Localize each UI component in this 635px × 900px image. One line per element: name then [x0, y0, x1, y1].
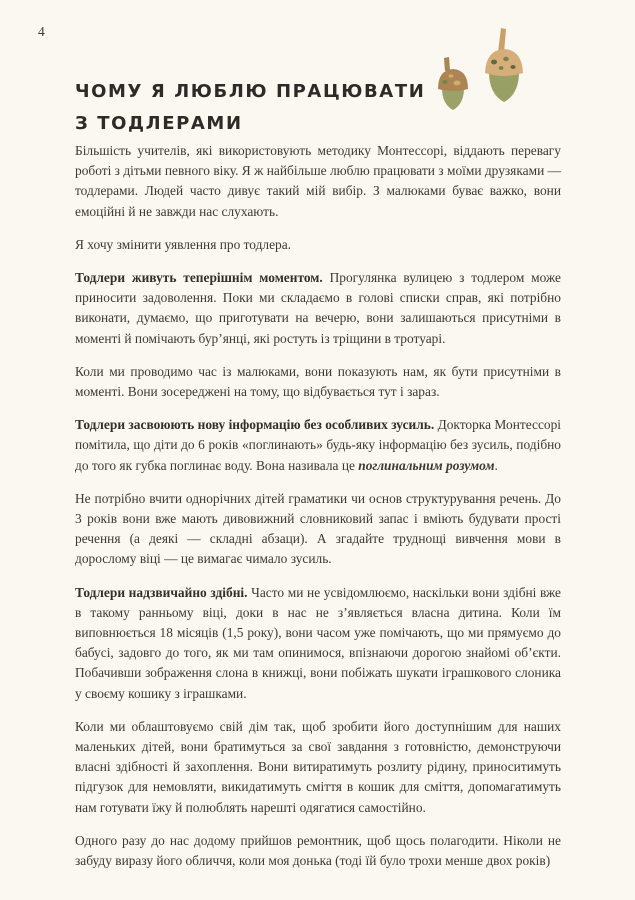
chapter-title-line2: З ТОДЛЕРАМИ	[75, 113, 243, 135]
paragraph-lead: Тодлери надзвичайно здібні.	[75, 584, 248, 600]
paragraph-text: Прогулянка вулицею з тодлером може приносити задоволення. Поки ми складаємо в голові списки справ, які потрібно виконати, думаємо, що приготувати на вечерю, вони залишаються присутніми в моменті й помічають бур’янці, які ростуть із тріщини в тротуарі.	[75, 270, 561, 346]
acorn-small-cap	[438, 69, 468, 91]
paragraph-emphasis: поглинальним розумом	[358, 457, 495, 473]
acorn-large-spot4	[499, 66, 504, 70]
acorn-large-spot2	[503, 57, 509, 61]
acorn-small-body	[442, 88, 464, 110]
paragraph	[75, 141, 561, 222]
paragraph	[75, 489, 561, 570]
paragraph	[75, 717, 561, 818]
paragraph-text: Докторка Монтессорі помітила, що діти до 6 років «поглинають» будь-яку інформацію без зусиль, подібно до того як губка поглинає воду. Вона називала це	[75, 417, 561, 473]
paragraph-lead: Тодлери засвоюють нову інформацію без особливих зусиль.	[75, 417, 435, 433]
paragraph-tail: .	[494, 457, 498, 473]
paragraph-text: Більшість учителів, які використовують методику Монтессорі, віддають перевагу роботі з дітьми певного віку. Я ж найбільше люблю працювати з моїми друзяками — тодлерами. Людей часто дивує такий мій вибір. З малюками буває важко, вони емоційні й не завжди нас слухають.	[75, 143, 561, 219]
paragraph	[75, 268, 561, 349]
chapter-title	[75, 76, 425, 140]
paragraph-text: Часто ми не усвідомлюємо, наскільки вони здібні вже в такому ранньому віці, доки в нас не з’являється власна дитина. Коли їм виповнюється 18 місяців (1,5 року), вони часом уже помічають, що ми прямуємо до бабусі, задовго до того, як ми там опинимося, впізнаючи дорогою знайомі об’єкти. Побачивши зображення слона в книжці, вони побіжать шукати іграшкового слоника у своєму кошику з іграшками.	[75, 584, 561, 701]
paragraph-lead: Тодлери живуть теперішнім моментом.	[75, 270, 323, 286]
paragraph	[75, 235, 561, 255]
acorn-small-spot-tan2	[449, 74, 454, 77]
acorn-large-cap	[485, 49, 523, 76]
acorns-illustration	[430, 22, 530, 110]
paragraph-text: Я хочу змінити уявлення про тодлера.	[75, 236, 292, 252]
acorn-small-stem	[444, 57, 450, 71]
paragraph-text: Одного разу до нас додому прийшов ремонтник, щоб щось полагодити. Ніколи не забуду виразу його обличчя, коли моя донька (тоді їй було трохи менше двох років)	[75, 832, 561, 869]
paragraph-text: Коли ми проводимо час із малюками, вони показують нам, як бути присутніми в моменті. Вони зосереджені на тому, що відбувається тут і зараз.	[75, 363, 561, 400]
chapter-title-line1: ЧОМУ Я ЛЮБЛЮ ПРАЦЮВАТИ	[75, 81, 426, 103]
acorn-small-spot-green	[443, 80, 448, 84]
body-copy	[75, 141, 561, 884]
acorn-small-spot-tan1	[454, 81, 461, 86]
acorn-large-spot3	[510, 65, 515, 69]
page-number: 4	[38, 24, 45, 39]
acorn-large-body	[489, 72, 519, 102]
paragraph-text: Коли ми облаштовуємо свій дім так, щоб зробити його доступнішим для наших маленьких дітей, вони братимуться за свої завдання з готовністю, демонструючи власні здібності й захоплення. Вони витиратимуть розлиту рідину, приноситимуть підгузок для немовляти, викидатимуть сміття в кошик для сміття, допомагатимуть нам готувати їжу й полюблять нарешті одягатися самостійно.	[75, 718, 561, 815]
paragraph	[75, 831, 561, 871]
paragraph	[75, 583, 561, 704]
paragraph-text: Не потрібно вчити однорічних дітей граматики чи основ структурування речень. До 3 років вони вже мають дивовижний словниковий запас і вміють будувати прості речення (а деякі — складні абзаци). А згадайте труднощі вивчення мови в дорослому віці — це вимагає чимало зусиль.	[75, 490, 561, 567]
paragraph	[75, 362, 561, 402]
acorn-large-spot1	[491, 60, 497, 65]
paragraph	[75, 415, 561, 476]
